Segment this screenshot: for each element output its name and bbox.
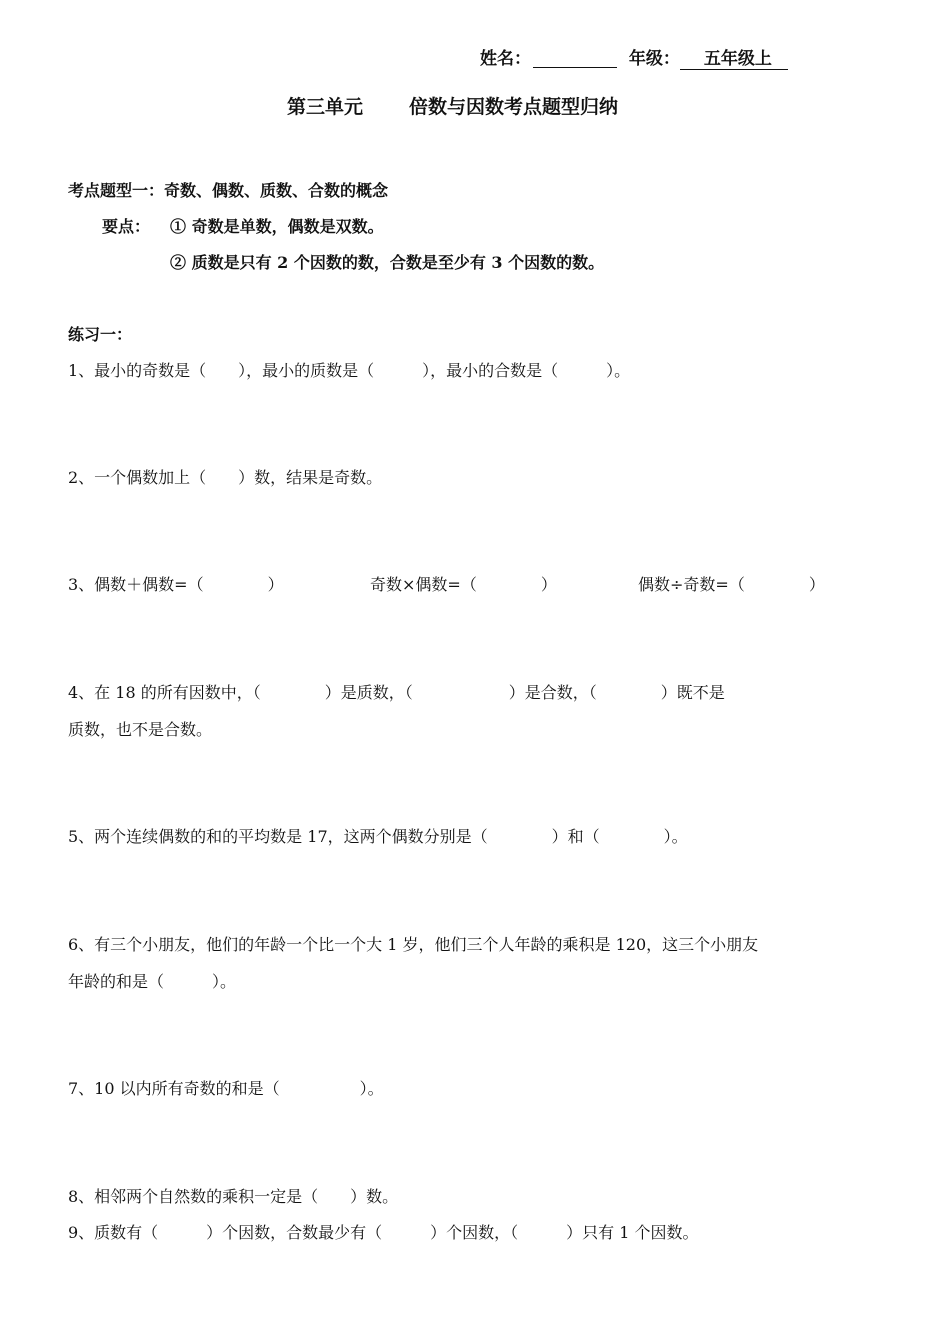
question-8: 8、相邻两个自然数的乘积一定是（ ）数。 [68, 1187, 399, 1206]
page-title [287, 92, 618, 119]
grade-label: 年级： [628, 49, 680, 69]
name-blank[interactable] [533, 49, 617, 68]
topic-title: 倍数与因数考点题型归纳 [409, 96, 619, 118]
question-6-line-1: 6、有三个小朋友，他们的年龄一个比一个大 1 岁，他们三个人年龄的乘积是 120，这三个小朋友 [68, 935, 759, 954]
key-point-1: ① 奇数是单数，偶数是双数。 [170, 217, 384, 236]
section-heading: 考点题型一：奇数、偶数、质数、合数的概念 [68, 181, 389, 200]
question-3a: 3、偶数＋偶数=（ ） [68, 575, 284, 594]
grade-value: 五年级上 [680, 44, 788, 70]
exercise-heading: 练习一： [68, 325, 133, 344]
key-point-label: 要点： [102, 217, 151, 236]
student-info [480, 44, 788, 70]
question-6-line-2: 年龄的和是（ ）。 [68, 972, 237, 991]
question-2: 2、一个偶数加上（ ）数，结果是奇数。 [68, 468, 383, 487]
question-1: 1、最小的奇数是（ ），最小的质数是（ ），最小的合数是（ ）。 [68, 361, 631, 380]
question-3b: 奇数×偶数=（ ） [370, 575, 557, 594]
name-label: 姓名： [480, 49, 531, 69]
key-point-2: ② 质数是只有 2 个因数的数，合数是至少有 3 个因数的数。 [170, 253, 605, 272]
question-3c: 偶数÷奇数=（ ） [638, 575, 825, 594]
question-7: 7、10 以内所有奇数的和是（ ）。 [68, 1079, 384, 1098]
question-5: 5、两个连续偶数的和的平均数是 17，这两个偶数分别是（ ）和（ ）。 [68, 827, 688, 846]
unit-title: 第三单元 [287, 96, 364, 118]
question-9: 9、质数有（ ）个因数，合数最少有（ ）个因数，（ ）只有 1 个因数。 [68, 1223, 699, 1242]
question-4-line-2: 质数，也不是合数。 [68, 720, 213, 739]
question-4-line-1: 4、在 18 的所有因数中，（ ）是质数，（ ）是合数，（ ）既不是 [68, 683, 725, 702]
